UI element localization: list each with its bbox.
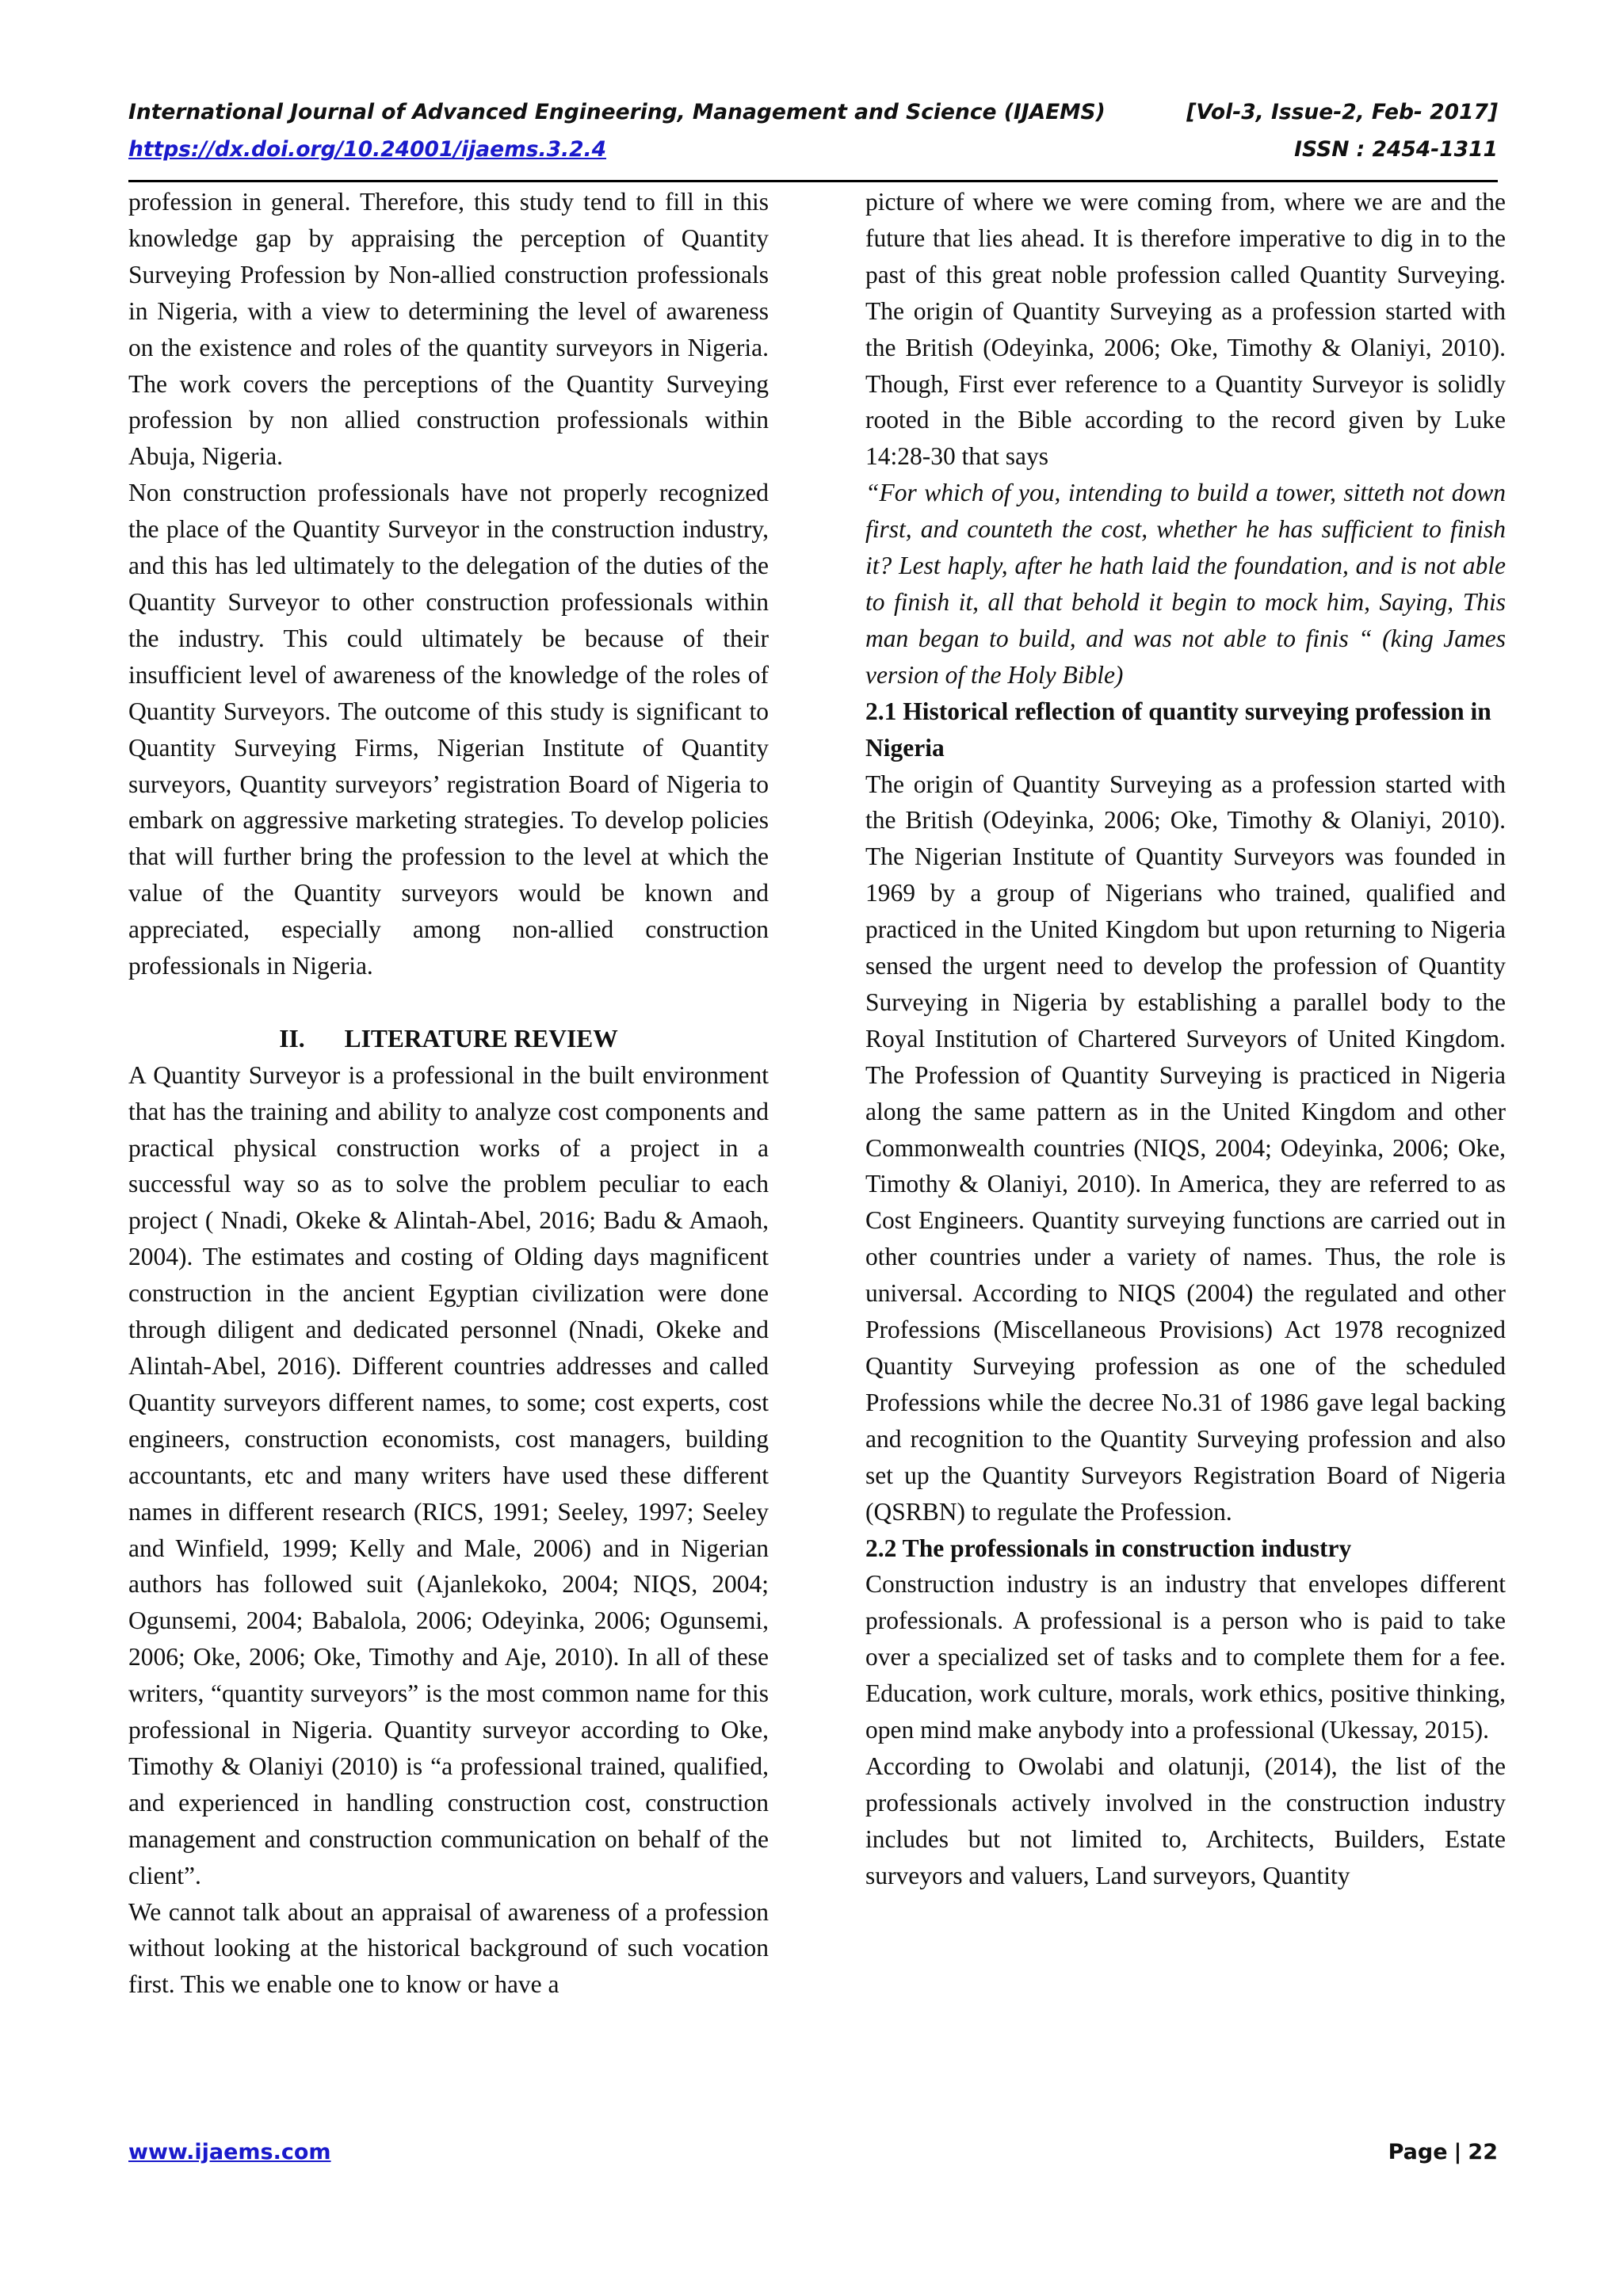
paragraph: Construction industry is an industry that envelopes different professionals. A professional is a person who is paid to take over a specialized set of tasks and to complete them for a fee. Education, work culture, morals, work ethics, positive thinking, open mind make anybody into a professional (Ukessay, 2015). <box>865 1570 1506 1744</box>
right-column <box>865 184 1506 1894</box>
bible-quote: “For which of you, intending to build a tower, sitteth not down first, and counteth the cost, whether he has sufficient to finish it? Lest haply, after he hath laid the foundation, and is not able to finish it, all that behold it begin to mock him, Saying, This man began to build, and was not able to finis “ (king James version of the Holy Bible) <box>865 479 1506 689</box>
issn: ISSN : 2454-1311 <box>1294 137 1498 162</box>
page-footer <box>128 2140 1498 2172</box>
page-separator: | <box>1453 2140 1462 2164</box>
journal-title: International Journal of Advanced Engineering, Management and Science (IJAEMS) <box>128 100 1106 124</box>
paragraph: The origin of Quantity Surveying as a profession started with the British (Odeyinka, 2006; Oke, Timothy & Olaniyi, 2010). The Nigerian Institute of Quantity Surveyors was founded in 1969 by a group of Nigerians who trained, qualified and practiced in the United Kingdom but upon returning to Nigeria sensed the urgent need to develop the profession of Quantity Surveying in Nigeria by establishing a parallel body to the Royal Institution of Chartered Surveyors of United Kingdom. The Profession of Quantity Surveying is practiced in Nigeria along the same pattern as in the United Kingdom and other Commonwealth countries (NIQS, 2004; Odeyinka, 2006; Oke, Timothy & Olaniyi, 2010). In America, they are referred to as Cost Engineers. Quantity surveying functions are carried out in other countries under a variety of names. Thus, the role is universal. According to NIQS (2004) the regulated and other Professions (Miscellaneous Provisions) Act 1978 recognized Quantity Surveying profession as one of the scheduled Professions while the decree No.31 of 1986 gave legal backing and recognition to the Quantity Surveying profession and also set up the Quantity Surveyors Registration Board of Nigeria (QSRBN) to regulate the Profession. <box>865 770 1506 1526</box>
section-number: II. <box>279 1024 305 1052</box>
subsection-heading: 2.2 The professionals in construction industry <box>865 1534 1352 1562</box>
paragraph: picture of where we were coming from, where we are and the future that lies ahead. It is therefore imperative to dig in to the past of this great noble profession called Quantity Surveying. The origin of Quantity Surveying as a profession started with the British (Odeyinka, 2006; Oke, Timothy & Olaniyi, 2010). Though, First ever reference to a Quantity Surveyor is solidly rooted in the Bible according to the record given by Luke 14:28-30 that says <box>865 188 1506 471</box>
page-number-box <box>1388 2140 1498 2164</box>
section-heading <box>128 1021 769 1057</box>
page-number: 22 <box>1468 2140 1498 2164</box>
section-title: LITERATURE REVIEW <box>344 1024 618 1052</box>
volume-info: [Vol-3, Issue-2, Feb- 2017] <box>1186 100 1498 124</box>
spacer <box>128 984 769 1021</box>
header-rule <box>128 180 1498 182</box>
doi-link[interactable]: https://dx.doi.org/10.24001/ijaems.3.2.4 <box>128 137 607 162</box>
left-column <box>128 184 769 2003</box>
paragraph: profession in general. Therefore, this study tend to fill in this knowledge gap by appraising the perception of Quantity Surveying Profession by Non-allied construction professionals in Nigeria, with a view to determining the level of awareness on the existence and roles of the quantity surveyors in Nigeria. The work covers the perceptions of the Quantity Surveying profession by non allied construction professionals within Abuja, Nigeria. <box>128 188 769 471</box>
paragraph: Non construction professionals have not properly recognized the place of the Quantity Surveyor in the construction industry, and this has led ultimately to the delegation of the duties of the Quantity Surveyor to other construction professionals within the industry. This could ultimately be because of their insufficient level of awareness of the knowledge of the roles of Quantity Surveyors. The outcome of this study is significant to Quantity Surveying Firms, Nigerian Institute of Quantity surveyors, Quantity surveyors’ registration Board of Nigeria to embark on aggressive marketing strategies. To develop policies that will further bring the profession to the level at which the value of the Quantity surveyors would be known and appreciated, especially among non-allied construction professionals in Nigeria. <box>128 479 769 980</box>
paragraph: According to Owolabi and olatunji, (2014), the list of the professionals actively involved in the construction industry includes but not limited to, Architects, Builders, Estate surveyors and valuers, Land surveyors, Quantity <box>865 1752 1506 1889</box>
page-label: Page <box>1388 2140 1448 2164</box>
paragraph: We cannot talk about an appraisal of awareness of a profession without looking at the historical background of such vocation first. This we enable one to know or have a <box>128 1897 769 1999</box>
subsection-heading: 2.1 Historical reflection of quantity surveying profession in Nigeria <box>865 697 1491 762</box>
paragraph: A Quantity Surveyor is a professional in the built environment that has the training and ability to analyze cost components and practical physical construction works of a project in a successful way so as to solve the problem peculiar to each project ( Nnadi, Okeke & Alintah-Abel, 2016; Badu & Amaoh, 2004). The estimates and costing of Olding days magnificent construction in the ancient Egyptian civilization were done through diligent and dedicated personnel (Nnadi, Okeke and Alintah-Abel, 2016). Different countries addresses and called Quantity surveyors different names, to some; cost experts, cost engineers, construction economists, cost managers, building accountants, etc and many writers have used these different names in different research (RICS, 1991; Seeley, 1997; Seeley and Winfield, 1999; Kelly and Male, 2006) and in Nigerian authors has followed suit (Ajanlekoko, 2004; NIQS, 2004; Ogunsemi, 2004; Babalola, 2006; Odeyinka, 2006; Ogunsemi, 2006; Oke, 2006; Oke, Timothy and Aje, 2010). In all of these writers, “quantity surveyors” is the most common name for this professional in Nigeria. Quantity surveyor according to Oke, Timothy & Olaniyi (2010) is “a professional trained, qualified, and experienced in handling construction cost, construction management and construction communication on behalf of the client”. <box>128 1060 769 1889</box>
website-link[interactable]: www.ijaems.com <box>128 2140 331 2164</box>
